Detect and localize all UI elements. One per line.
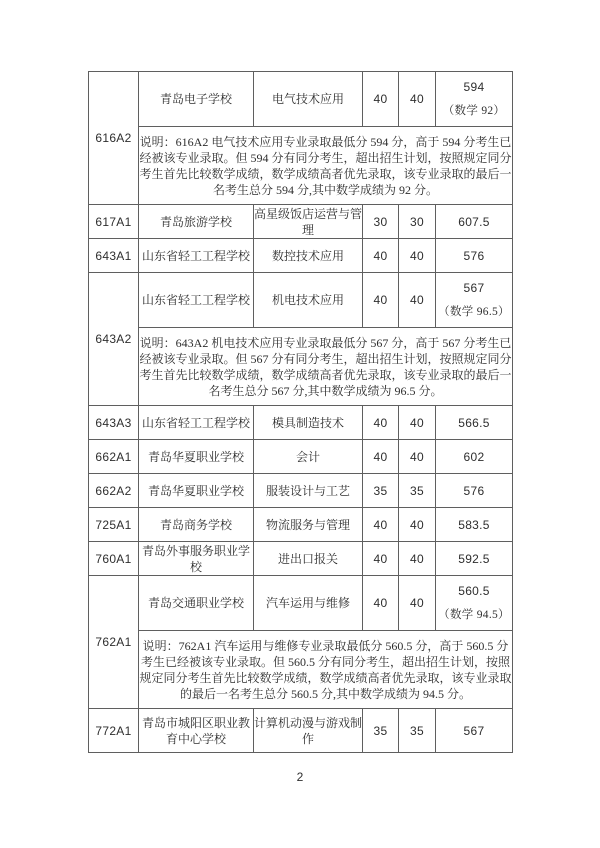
code-cell: 643A1 [89,239,139,273]
table-row [89,273,513,328]
major-cell: 机电技术应用 [254,273,363,328]
admitted-cell: 35 [399,709,436,753]
table-row [89,709,513,753]
code-cell: 725A1 [89,508,139,542]
plan-cell: 30 [363,205,399,239]
plan-cell: 35 [363,474,399,508]
score-wrap [436,214,512,230]
major-cell: 服装设计与工艺 [254,474,363,508]
school-cell: 青岛华夏职业学校 [139,440,254,474]
major-cell: 计算机动漫与游戏制作 [254,709,363,753]
admitted-cell: 35 [399,474,436,508]
school-cell: 青岛电子学校 [139,72,254,127]
school-cell: 山东省轻工工程学校 [139,406,254,440]
score-value: 576 [463,483,485,498]
note-cell: 说明：643A2 机电技术应用专业录取最低分 567 分，高于 567 分考生已经被该专业录取。但 567 分有同分考生，超出招生计划，按照规定同分考生首先比较数学成绩，数学成绩高者优先录取，该专业录取的最后一名考生总分 567 分,其中数学成绩为 96.5 分。 [139,328,513,406]
school-cell: 青岛旅游学校 [139,205,254,239]
plan-cell: 40 [363,72,399,127]
score-value: 567 [463,723,485,738]
code-cell: 616A2 [89,72,139,205]
score-wrap [436,483,512,499]
math-score-note: （数学 94.5） [438,608,510,621]
score-wrap [436,723,512,739]
code-cell: 662A2 [89,474,139,508]
score-wrap [436,551,512,567]
code-cell: 643A2 [89,273,139,406]
admitted-cell: 40 [399,406,436,440]
score-value: 567 [463,281,485,296]
score-wrap [436,415,512,431]
table-row [89,576,513,631]
math-score-note: （数学 96.5） [438,305,510,318]
table-row [89,205,513,239]
major-cell: 会计 [254,440,363,474]
code-cell: 760A1 [89,542,139,576]
major-cell: 进出口报关 [254,542,363,576]
score-wrap [436,449,512,465]
score-cell [436,205,513,239]
admitted-cell: 40 [399,273,436,328]
major-cell: 汽车运用与维修 [254,576,363,631]
table-row [89,474,513,508]
plan-cell: 40 [363,406,399,440]
school-cell: 山东省轻工工程学校 [139,273,254,328]
score-cell [436,406,513,440]
note-cell: 说明：616A2 电气技术应用专业录取最低分 594 分，高于 594 分考生已经被该专业录取。但 594 分有同分考生，超出招生计划，按照规定同分考生首先比较数学成绩，数学成绩高者优先录取，该专业录取的最后一名考生总分 594 分,其中数学成绩为 92 分。 [139,127,513,205]
school-cell: 青岛交通职业学校 [139,576,254,631]
table-note-row [89,328,513,406]
table-row [89,72,513,127]
major-cell: 物流服务与管理 [254,508,363,542]
score-wrap [436,517,512,533]
score-value: 607.5 [458,214,490,229]
table-row [89,406,513,440]
admitted-cell: 30 [399,205,436,239]
math-score-note: （数学 92） [442,104,506,117]
code-cell: 662A1 [89,440,139,474]
school-cell: 青岛市城阳区职业教育中心学校 [139,709,254,753]
admission-score-table [88,71,513,753]
code-cell: 772A1 [89,709,139,753]
score-value: 592.5 [458,551,490,566]
table-row [89,508,513,542]
table-row [89,239,513,273]
note-cell: 说明：762A1 汽车运用与维修专业录取最低分 560.5 分，高于 560.5 分考生已经被该专业录取。但 560.5 分有同分考生，超出招生计划，按照规定同分考生首先比较数学成绩，数学成绩高者优先录取，该专业录取的最后一名考生总分 560.5 分,其中数学成绩为 94.5 分。 [139,631,513,709]
score-cell [436,542,513,576]
score-cell [436,72,513,127]
admitted-cell: 40 [399,508,436,542]
table-note-row [89,631,513,709]
school-cell: 山东省轻工工程学校 [139,239,254,273]
score-value: 560.5 [458,584,490,599]
admitted-cell: 40 [399,576,436,631]
code-cell: 643A3 [89,406,139,440]
score-wrap [436,576,512,630]
score-cell [436,576,513,631]
table-note-row [89,127,513,205]
school-cell: 青岛外事服务职业学校 [139,542,254,576]
admitted-cell: 40 [399,72,436,127]
plan-cell: 40 [363,440,399,474]
score-value: 566.5 [458,415,490,430]
score-cell [436,440,513,474]
major-cell: 数控技术应用 [254,239,363,273]
admitted-cell: 40 [399,440,436,474]
score-value: 583.5 [458,517,490,532]
admitted-cell: 40 [399,542,436,576]
score-wrap [436,273,512,327]
score-value: 594 [463,80,485,95]
table-row [89,542,513,576]
major-cell: 模具制造技术 [254,406,363,440]
table-row [89,440,513,474]
plan-cell: 40 [363,239,399,273]
major-cell: 电气技术应用 [254,72,363,127]
plan-cell: 35 [363,709,399,753]
admitted-cell: 40 [399,239,436,273]
plan-cell: 40 [363,542,399,576]
score-cell [436,474,513,508]
score-cell [436,508,513,542]
code-cell: 617A1 [89,205,139,239]
score-cell [436,239,513,273]
plan-cell: 40 [363,508,399,542]
code-cell: 762A1 [89,576,139,709]
score-value: 602 [463,449,485,464]
plan-cell: 40 [363,576,399,631]
score-wrap [436,248,512,264]
page-number: 2 [296,770,304,784]
school-cell: 青岛华夏职业学校 [139,474,254,508]
plan-cell: 40 [363,273,399,328]
score-value: 576 [463,248,485,263]
school-cell: 青岛商务学校 [139,508,254,542]
score-cell [436,273,513,328]
score-wrap [436,72,512,126]
score-cell [436,709,513,753]
major-cell: 高星级饭店运营与管理 [254,206,363,237]
